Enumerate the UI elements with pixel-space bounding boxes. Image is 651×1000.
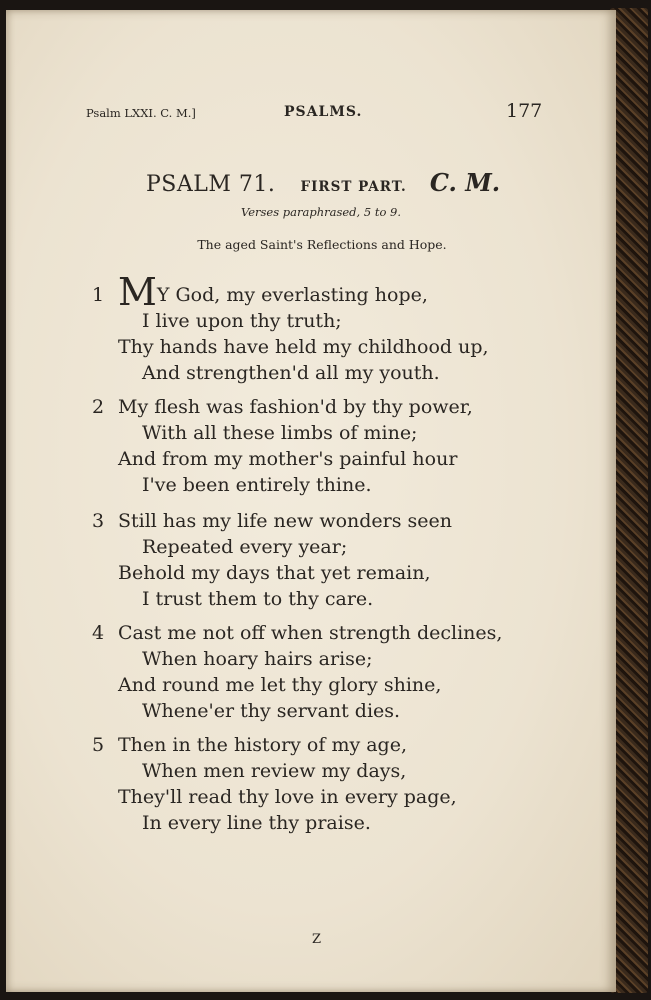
verse-line: I've been entirely thine. xyxy=(142,474,372,496)
drop-cap: M xyxy=(118,270,157,314)
verse-line: I trust them to thy care. xyxy=(142,588,374,610)
verse-line-text: Y God, my everlasting hope, xyxy=(156,284,428,306)
verse-line: I live upon thy truth; xyxy=(142,310,342,332)
running-head xyxy=(6,100,616,128)
verse-line: Thy hands have held my childhood up, xyxy=(118,336,489,358)
verse-line xyxy=(118,270,428,314)
verse-line: Still has my life new wonders seen xyxy=(118,510,453,532)
verse-line: With all these limbs of mine; xyxy=(142,422,418,444)
verse-number: 3 xyxy=(92,510,105,532)
verse-line: When hoary hairs arise; xyxy=(142,648,373,670)
verse-number: 1 xyxy=(92,284,105,306)
page-number: 177 xyxy=(506,100,543,122)
running-head-left: Psalm LXXI. C. M.] xyxy=(86,106,196,120)
book-page xyxy=(6,10,616,992)
verse-line: Behold my days that yet remain, xyxy=(118,562,431,584)
verse-line: When men review my days, xyxy=(142,760,407,782)
running-head-title: PSALMS. xyxy=(284,104,363,120)
psalm-heading: The aged Saint's Reflections and Hope. xyxy=(197,237,447,252)
verse-line: Then in the history of my age, xyxy=(118,734,408,756)
verse-number: 5 xyxy=(92,734,105,756)
verse-line: Cast me not off when strength declines, xyxy=(118,622,503,644)
verse-line: And strengthen'd all my youth. xyxy=(142,362,440,384)
psalm-part: FIRST PART. xyxy=(300,179,407,195)
psalm-number: PSALM 71. xyxy=(146,172,276,197)
verse-number: 2 xyxy=(92,396,105,418)
verse-line: And round me let thy glory shine, xyxy=(118,674,442,696)
verse-line: Repeated every year; xyxy=(142,536,348,558)
psalm-title xyxy=(146,168,500,197)
psalm-subtitle: Verses paraphrased, 5 to 9. xyxy=(240,205,402,219)
verse-line: Whene'er thy servant dies. xyxy=(142,700,401,722)
psalm-meter: C. M. xyxy=(429,168,501,197)
verse-line: In every line thy praise. xyxy=(142,812,371,834)
verse-number: 4 xyxy=(92,622,105,644)
verse-line: They'll read thy love in every page, xyxy=(118,786,457,808)
verse-line: My flesh was fashion'd by thy power, xyxy=(118,396,473,418)
verse-line: And from my mother's painful hour xyxy=(118,448,458,470)
signature-mark: Z xyxy=(312,932,322,947)
